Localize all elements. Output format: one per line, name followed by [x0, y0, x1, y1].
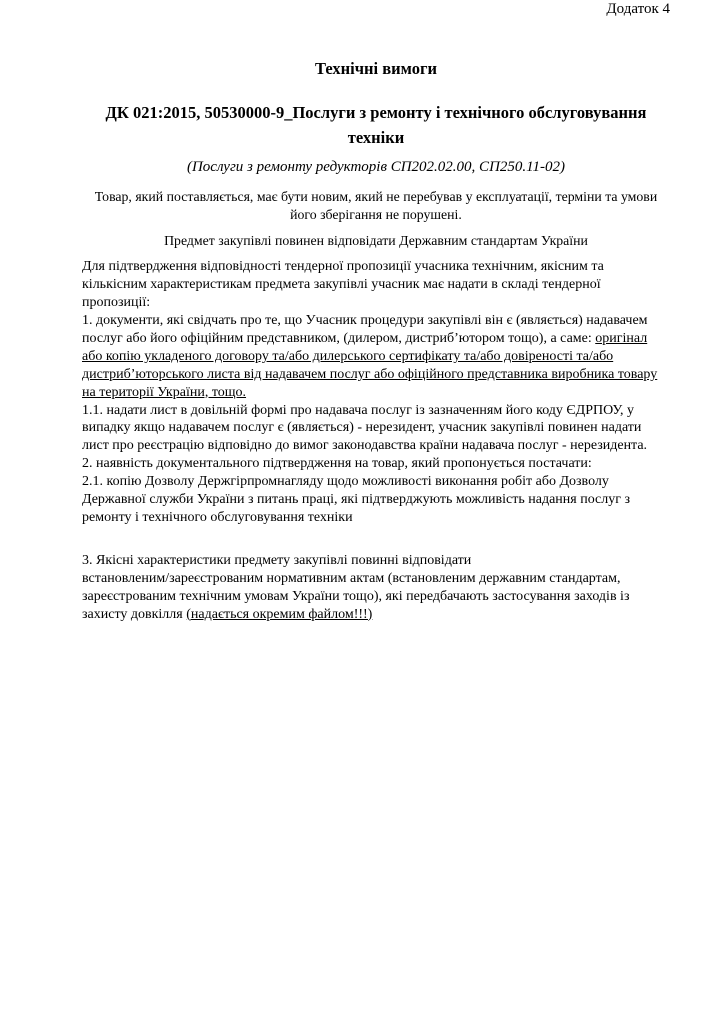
item-3-first-line: 3. Якісні характеристики предмету закупівлі повинні відповідати — [82, 552, 472, 568]
document-content — [82, 0, 670, 623]
item-1-1-paragraph: 1.1. надати лист в довільній формі про надавача послуг із зазначенням його коду ЄДРПОУ, у випадку якщо надавачем послуг є (являється) - нерезидент, учасник закупівлі повинен надати лист про реєстрацію відповідно до вимог законодавства країни надавача послуг - нерезидента. — [82, 402, 648, 454]
standards-paragraph: Предмет закупівлі повинен відповідати Державним стандартам України — [164, 233, 588, 249]
requirements-intro-paragraph: Для підтвердження відповідності тендерної пропозиції учасника технічним, якісним та кількісним характеристикам предмета закупівлі учасник має надати в складі тендерної пропозиції: — [82, 259, 604, 311]
item-3-underlined-text: (надається окремим файлом!!!) — [186, 606, 373, 622]
item-2-heading: 2. наявність документального підтвердження на товар, який пропонується постачати: — [82, 456, 592, 472]
appendix-label: Додаток 4 — [606, 1, 670, 17]
item-3-paragraph — [82, 552, 670, 624]
item-2-1-paragraph: 2.1. копію Дозволу Держгірпромнагляду щодо можливості виконання робіт або Дозволу Державної служби України з питань праці, які підтверджують можливість надання послуг з ремонту і технічного обслуговування техніки — [82, 474, 631, 525]
product-condition-paragraph: Товар, який поставляється, має бути новим, який не перебував у експлуатації, терміни та умови його зберігання не порушені. — [94, 189, 658, 223]
item-1-underlined-text: оригінал або копію укладеного договору та/або дилерського сертифікату та/або довіреності та/або дистриб’юторського листа від надавачем послуг або офіційного представника виробника товару на території України, тощо. — [82, 330, 658, 400]
document-title: Технічні вимоги — [315, 59, 437, 79]
item-3-text: встановленим/зареєстрованим нормативним актам (встановленим державним стандартам, зареєстрованим технічним умовам України тощо), які передбачають застосування заходів із захисту довкілля — [82, 570, 630, 622]
procurement-code-heading: ДК 021:2015, 50530000-9_Послуги з ремонту і технічного обслуговування техніки — [105, 102, 647, 147]
item-1-paragraph — [82, 312, 670, 402]
service-note: (Послуги з ремонту редукторів СП202.02.00, СП250.11-02) — [186, 159, 566, 176]
item-1-text: 1. документи, які свідчать про те, що Учасник процедури закупівлі він є (являється) надавачем послуг або його офіційним представником, (дилером, дистриб’ютором тощо), а саме: — [82, 312, 648, 346]
